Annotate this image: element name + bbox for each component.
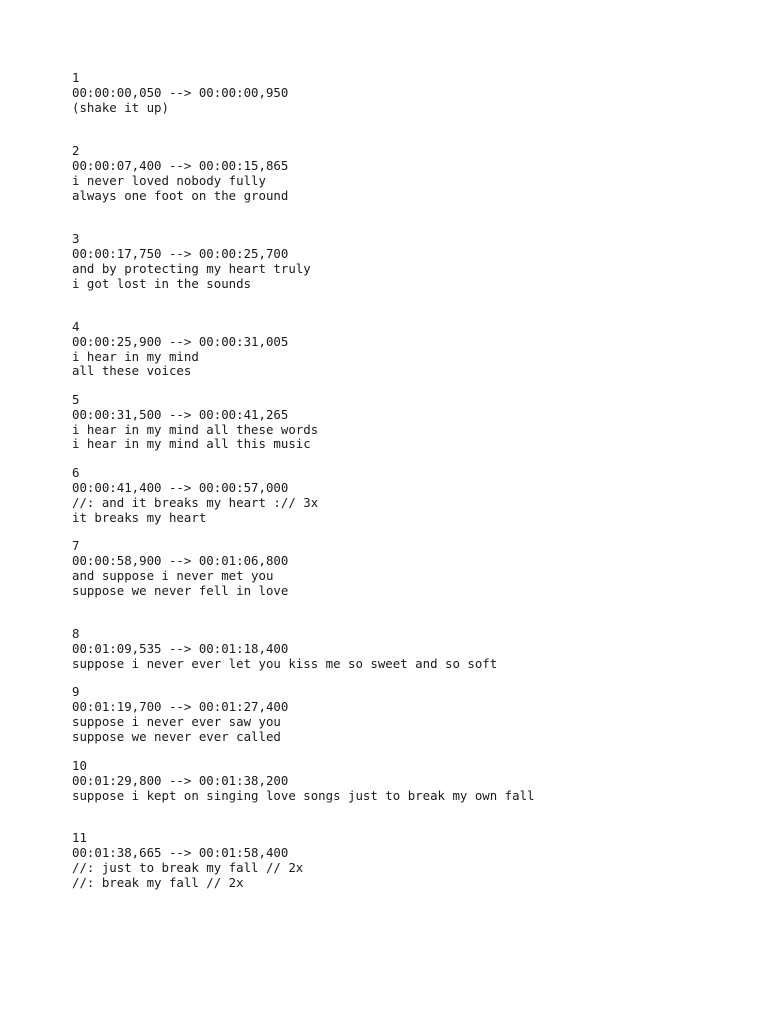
subtitle-text: suppose i never ever saw you: [72, 714, 281, 729]
subtitle-text: (shake it up): [72, 100, 169, 115]
subtitle-text: it breaks my heart: [72, 510, 207, 525]
subtitle-text: i got lost in the sounds: [72, 276, 252, 291]
subtitle-text: suppose we never ever called: [72, 729, 281, 744]
subtitle-text: and by protecting my heart truly: [72, 261, 311, 276]
subtitle-text: i hear in my mind all these words: [72, 422, 319, 437]
subtitle-text: suppose i kept on singing love songs just to break my own fall: [72, 788, 535, 803]
subtitle-timing: 00:00:07,400 --> 00:00:15,865: [72, 158, 289, 173]
subtitle-index: 10: [72, 758, 87, 773]
subtitle-timing: 00:00:25,900 --> 00:00:31,005: [72, 334, 289, 349]
subtitle-text: always one foot on the ground: [72, 188, 289, 203]
subtitle-timing: 00:01:29,800 --> 00:01:38,200: [72, 773, 289, 788]
subtitle-text: //: break my fall // 2x: [72, 875, 244, 890]
subtitle-index: 7: [72, 538, 80, 553]
subtitle-text: suppose i never ever let you kiss me so sweet and so soft: [72, 656, 498, 671]
subtitle-timing: 00:00:58,900 --> 00:01:06,800: [72, 553, 289, 568]
subtitle-index: 1: [72, 70, 80, 85]
subtitle-index: 3: [72, 231, 80, 246]
subtitle-text: //: and it breaks my heart :// 3x: [72, 495, 319, 510]
subtitle-text: suppose we never fell in love: [72, 583, 289, 598]
subtitle-index: 11: [72, 830, 87, 845]
subtitle-index: 6: [72, 465, 80, 480]
subtitle-timing: 00:00:17,750 --> 00:00:25,700: [72, 246, 289, 261]
subtitle-index: 8: [72, 626, 80, 641]
subtitle-timing: 00:01:09,535 --> 00:01:18,400: [72, 641, 289, 656]
subtitle-timing: 00:01:38,665 --> 00:01:58,400: [72, 845, 289, 860]
subtitle-index: 2: [72, 143, 80, 158]
subtitle-timing: 00:00:00,050 --> 00:00:00,950: [72, 85, 289, 100]
subtitle-text: i hear in my mind: [72, 349, 199, 364]
subtitle-text: i hear in my mind all this music: [72, 436, 311, 451]
subtitle-text: i never loved nobody fully: [72, 173, 266, 188]
subtitle-timing: 00:00:31,500 --> 00:00:41,265: [72, 407, 289, 422]
subtitle-index: 4: [72, 319, 80, 334]
subtitle-index: 5: [72, 392, 80, 407]
subtitle-timing: 00:00:41,400 --> 00:00:57,000: [72, 480, 289, 495]
subtitle-index: 9: [72, 684, 80, 699]
subtitle-timing: 00:01:19,700 --> 00:01:27,400: [72, 699, 289, 714]
subtitle-text: and suppose i never met you: [72, 568, 274, 583]
subtitle-text: //: just to break my fall // 2x: [72, 860, 304, 875]
subtitle-text: all these voices: [72, 363, 192, 378]
